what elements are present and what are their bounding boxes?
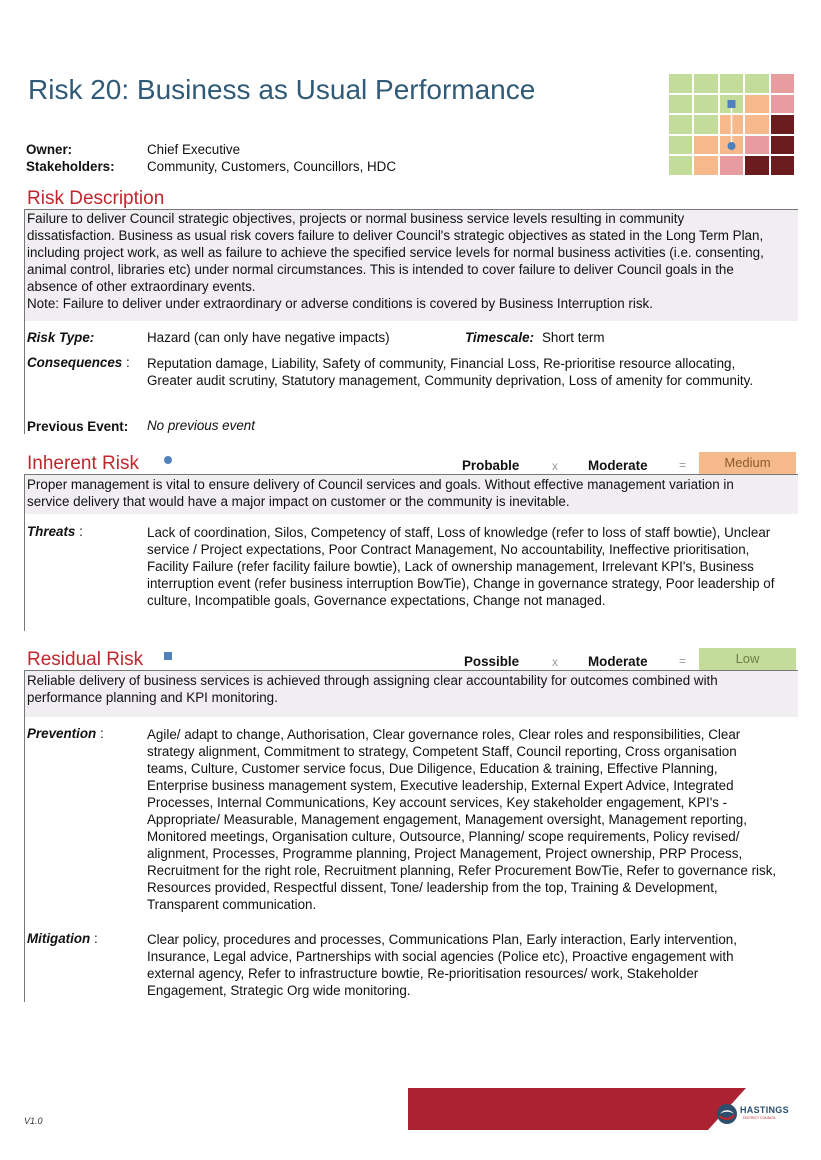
- residual-impact: Moderate: [588, 654, 648, 669]
- mitigation-line: Insurance, Legal advice, Partnerships with social agencies (Police etc), Proactive engagement with: [147, 949, 734, 964]
- residual-line: performance planning and KPI monitoring.: [27, 690, 278, 705]
- threats-line: Facility Failure (refer facility failure bowtie), Lack of ownership management, Irrelevant KPI's, Business: [147, 559, 754, 574]
- prevention-colon: :: [99, 726, 104, 741]
- residual-text: [27, 672, 797, 706]
- previous-event-value: No previous event: [147, 418, 255, 433]
- logo-text: HASTINGS: [740, 1105, 789, 1115]
- hastings-logo-icon: [716, 1103, 738, 1125]
- inherent-risk-heading: Inherent Risk: [27, 453, 139, 474]
- mitigation-line: Clear policy, procedures and processes, Communications Plan, Early interaction, Early intervention,: [147, 932, 737, 947]
- inherent-text: [27, 476, 797, 510]
- prevention-text: [147, 726, 797, 913]
- prevention-line: Transparent communication.: [147, 897, 317, 912]
- footer-red-band: [408, 1088, 746, 1130]
- threats-colon: :: [79, 524, 83, 539]
- residual-left-border: [24, 670, 25, 1002]
- residual-likelihood: Possible: [464, 654, 520, 669]
- inherent-circle-icon: [164, 456, 172, 464]
- threats-label: [27, 524, 83, 539]
- heatmap-markers: [668, 73, 795, 176]
- threats-label-text: Threats: [27, 524, 76, 539]
- prevention-line: Appropriate/ Measurable, Management engagement, Management oversight, Management reporting,: [147, 812, 747, 827]
- risk-description-heading: Risk Description: [27, 188, 165, 209]
- mitigation-text: [147, 931, 797, 999]
- stakeholders-value: Community, Customers, Councillors, HDC: [147, 159, 397, 174]
- risk-type-label: Risk Type:: [27, 330, 95, 345]
- consequences-line: Reputation damage, Liability, Safety of community, Financial Loss, Re-prioritise resource allocating,: [147, 356, 736, 371]
- owner-label: Owner:: [26, 142, 73, 157]
- consequences-line: Greater audit scrutiny, Statutory management, Community deprivation, Loss of amenity for community.: [147, 373, 754, 388]
- mitigation-label: [27, 931, 98, 946]
- inherent-likelihood: Probable: [462, 458, 520, 473]
- consequences-text: [147, 355, 797, 389]
- threats-line: culture, Incompatible goals, Governance expectations, Change not managed.: [147, 593, 606, 608]
- inherent-times-sign: x: [552, 459, 558, 473]
- mitigation-label-text: Mitigation: [27, 931, 91, 946]
- timescale-value: Short term: [542, 330, 605, 345]
- prevention-line: Agile/ adapt to change, Authorisation, Clear governance roles, Clear roles and responsibilities, Clear: [147, 727, 741, 742]
- prevention-line: alignment, Processes, Programme planning, Project Management, Project ownership, PRP Process,: [147, 846, 743, 861]
- residual-rating-badge: Low: [699, 648, 796, 670]
- page-title: Risk 20: Business as Usual Performance: [28, 74, 536, 105]
- timescale-label: Timescale:: [465, 330, 534, 345]
- description-line: including project work, as well as failure to achieve the specified service levels for normal business activities (i.e. consenting,: [27, 245, 764, 260]
- version-label: V1.0: [24, 1116, 43, 1126]
- threats-text: [147, 524, 797, 609]
- threats-line: interruption event (refer business interruption BowTie), Change in governance strategy, Poor leadership of: [147, 576, 775, 591]
- owner-value: Chief Executive: [147, 142, 241, 157]
- inherent-line: service delivery that would have a major impact on customer or the community is inevitable.: [27, 494, 570, 509]
- inherent-impact: Moderate: [588, 458, 648, 473]
- prevention-label-text: Prevention: [27, 726, 97, 741]
- consequences-colon: :: [126, 355, 130, 370]
- mitigation-line: external agency, Refer to infrastructure bowtie, Re-prioritisation resources/ work, Stakeholder: [147, 966, 699, 981]
- prevention-line: Resources provided, Respectful dissent, Tone/ leadership from the top, Training & Development,: [147, 880, 718, 895]
- description-text: [27, 210, 797, 312]
- prevention-line: Recruitment for the right role, Recruitment planning, Refer Procurement BowTie, Refer to governance risk,: [147, 863, 777, 878]
- residual-risk-heading: Residual Risk: [27, 649, 144, 670]
- prevention-line: Enterprise business management system, Executive leadership, External Expert Advice, Integrated: [147, 778, 734, 793]
- logo-subtext: DISTRICT COUNCIL: [743, 1116, 776, 1120]
- residual-equals-sign: =: [679, 654, 687, 668]
- residual-times-sign: x: [552, 655, 558, 669]
- mitigation-colon: :: [93, 931, 98, 946]
- description-line: dissatisfaction. Business as usual risk covers failure to deliver Council's strategic objectives as stated in the Long Term Plan,: [27, 228, 764, 243]
- residual-marker-square: [728, 100, 736, 108]
- inherent-line: Proper management is vital to ensure delivery of Council services and goals. Without effective management variation in: [27, 477, 734, 492]
- consequences-label: [27, 355, 130, 370]
- prevention-line: teams, Culture, Customer service focus, Due Diligence, Education & training, Effective Planning,: [147, 761, 718, 776]
- threats-line: service / Project expectations, Poor Contract Management, No accountability, Ineffective prioritisation,: [147, 542, 750, 557]
- prevention-line: Processes, Internal Communications, Key account services, Key stakeholder engagement, KPI's -: [147, 795, 728, 810]
- prevention-line: Monitored meetings, Organisation culture, Outsource, Planning/ scope requirements, Policy revised/: [147, 829, 740, 844]
- previous-event-label: Previous Event:: [27, 419, 129, 434]
- prevention-line: strategy alignment, Commitment to strategy, Competent Staff, Council reporting, Cross organisation: [147, 744, 737, 759]
- inherent-equals-sign: =: [679, 458, 687, 472]
- residual-square-icon: [164, 652, 172, 660]
- prevention-label: [27, 726, 104, 741]
- inherent-marker-circle: [728, 142, 736, 150]
- hastings-logo: [716, 1103, 796, 1125]
- stakeholders-label: Stakeholders:: [26, 159, 115, 174]
- description-line: absence of other extraordinary events.: [27, 279, 256, 294]
- description-line: Note: Failure to deliver under extraordinary or adverse conditions is covered by Business Interruption risk.: [27, 296, 653, 311]
- risk-heatmap: [668, 73, 795, 176]
- risk-type-value: Hazard (can only have negative impacts): [147, 330, 390, 345]
- residual-line: Reliable delivery of business services is achieved through assigning clear accountability for outcomes combined with: [27, 673, 718, 688]
- description-line: animal control, libraries etc) under normal circumstances. This is intended to cover failure to deliver Council goals in the: [27, 262, 734, 277]
- consequences-label-text: Consequences: [27, 355, 123, 370]
- mitigation-line: Engagement, Strategic Org wide monitoring.: [147, 983, 411, 998]
- inherent-rating-badge: Medium: [699, 452, 796, 474]
- threats-line: Lack of coordination, Silos, Competency of staff, Loss of knowledge (refer to loss of staff bowtie), Unclear: [147, 525, 771, 540]
- description-line: Failure to deliver Council strategic objectives, projects or normal business service levels resulting in community: [27, 211, 685, 226]
